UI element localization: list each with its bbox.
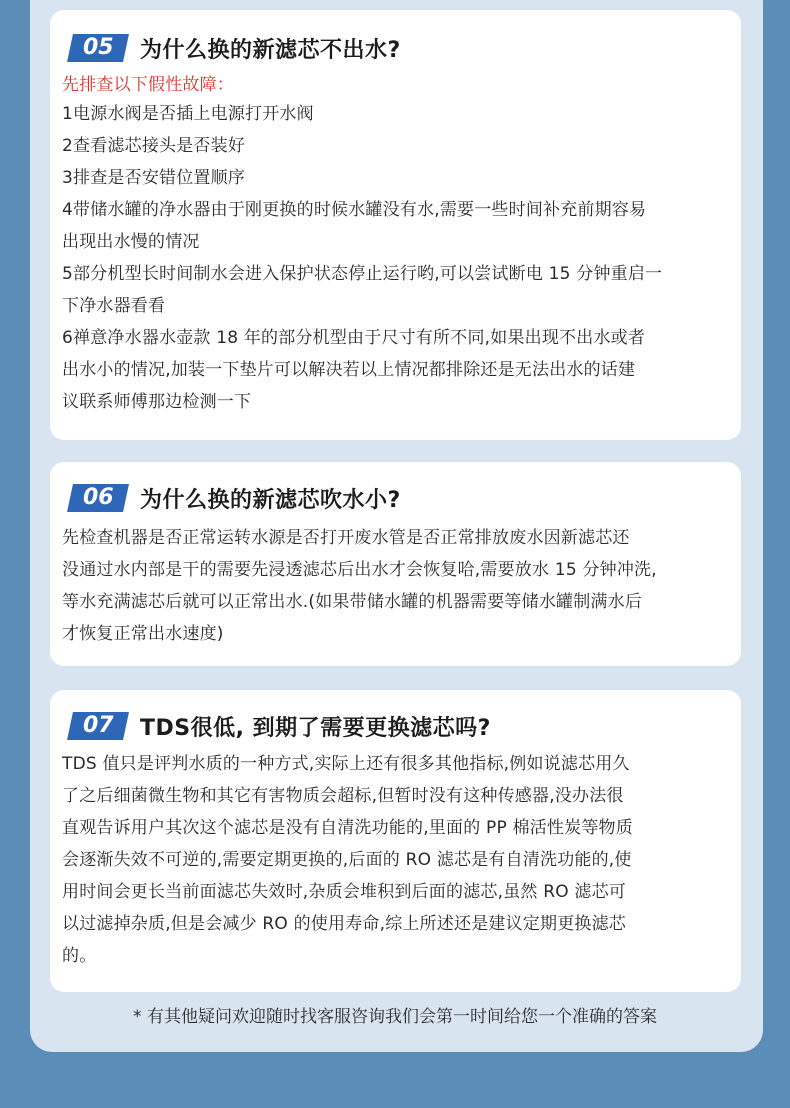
faq-header [62, 480, 729, 516]
answer-line: 了之后细菌微生物和其它有害物质会超标,但暂时没有这种传感器,没办法很 [62, 786, 624, 806]
number-badge [67, 484, 129, 512]
faq-card-07 [50, 690, 741, 992]
answer-line: 直观告诉用户其次这个滤芯是没有自清洗功能的,里面的 PP 棉活性炭等物质 [62, 818, 633, 838]
answer-line: 先检查机器是否正常运转水源是否打开废水管是否正常排放废水因新滤芯还 [62, 528, 630, 548]
intro-text: 先排查以下假性故障： [62, 75, 234, 95]
faq-question: 为什么换的新滤芯吹水小? [140, 487, 401, 513]
answer-line: 4带储水罐的净水器由于刚更换的时候水罐没有水,需要一些时间补充前期容易 [62, 200, 647, 220]
answer-line: 才恢复正常出水速度) [62, 624, 224, 644]
answer-line: 出现出水慢的情况 [62, 232, 200, 252]
answer-line: 会逐渐失效不可逆的,需要定期更换的,后面的 RO 滤芯是有自清洗功能的,使 [62, 850, 632, 870]
number-badge [67, 712, 129, 740]
number-badge [67, 34, 129, 62]
answer-line: 用时间会更长当前面滤芯失效时,杂质会堆积到后面的滤芯,虽然 RO 滤芯可 [62, 882, 627, 902]
badge-number: 07 [82, 713, 114, 738]
faq-card-06 [50, 462, 741, 666]
faq-question: 为什么换的新滤芯不出水? [140, 37, 401, 63]
badge-number: 05 [82, 35, 114, 60]
footer-note: * 有其他疑问欢迎随时找客服咨询我们会第一时间给您一个准确的答案 [133, 1007, 657, 1027]
answer-line: 5部分机型长时间制水会进入保护状态停止运行哟,可以尝试断电 15 分钟重启一 [62, 264, 663, 284]
answer-line: 等水充满滤芯后就可以正常出水.(如果带储水罐的机器需要等储水罐制满水后 [62, 592, 643, 612]
faq-header [62, 708, 729, 744]
answer-line: 以过滤掉杂质,但是会减少 RO 的使用寿命,综上所述还是建议定期更换滤芯 [62, 914, 627, 934]
answer-line: 下净水器看看 [62, 296, 166, 316]
answer-line: 6禅意净水器水壶款 18 年的部分机型由于尺寸有所不同,如果出现不出水或者 [62, 328, 646, 348]
answer-line: 没通过水内部是干的需要先浸透滤芯后出水才会恢复哈,需要放水 15 分钟冲洗, [62, 560, 657, 580]
answer-line: 1电源水阀是否插上电源打开水阀 [62, 104, 314, 124]
answer-line: 出水小的情况,加装一下垫片可以解决若以上情况都排除还是无法出水的话建 [62, 360, 636, 380]
faq-card-05 [50, 10, 741, 440]
answer-line: 3排查是否安错位置顺序 [62, 168, 246, 188]
answer-line: TDS 值只是评判水质的一种方式,实际上还有很多其他指标,例如说滤芯用久 [62, 754, 630, 774]
faq-question: TDS很低, 到期了需要更换滤芯吗? [140, 715, 491, 741]
answer-line: 2查看滤芯接头是否装好 [62, 136, 246, 156]
answer-line: 议联系师傅那边检测一下 [62, 392, 252, 412]
badge-number: 06 [82, 485, 114, 510]
faq-header [62, 30, 729, 66]
answer-line: 的。 [62, 946, 97, 966]
